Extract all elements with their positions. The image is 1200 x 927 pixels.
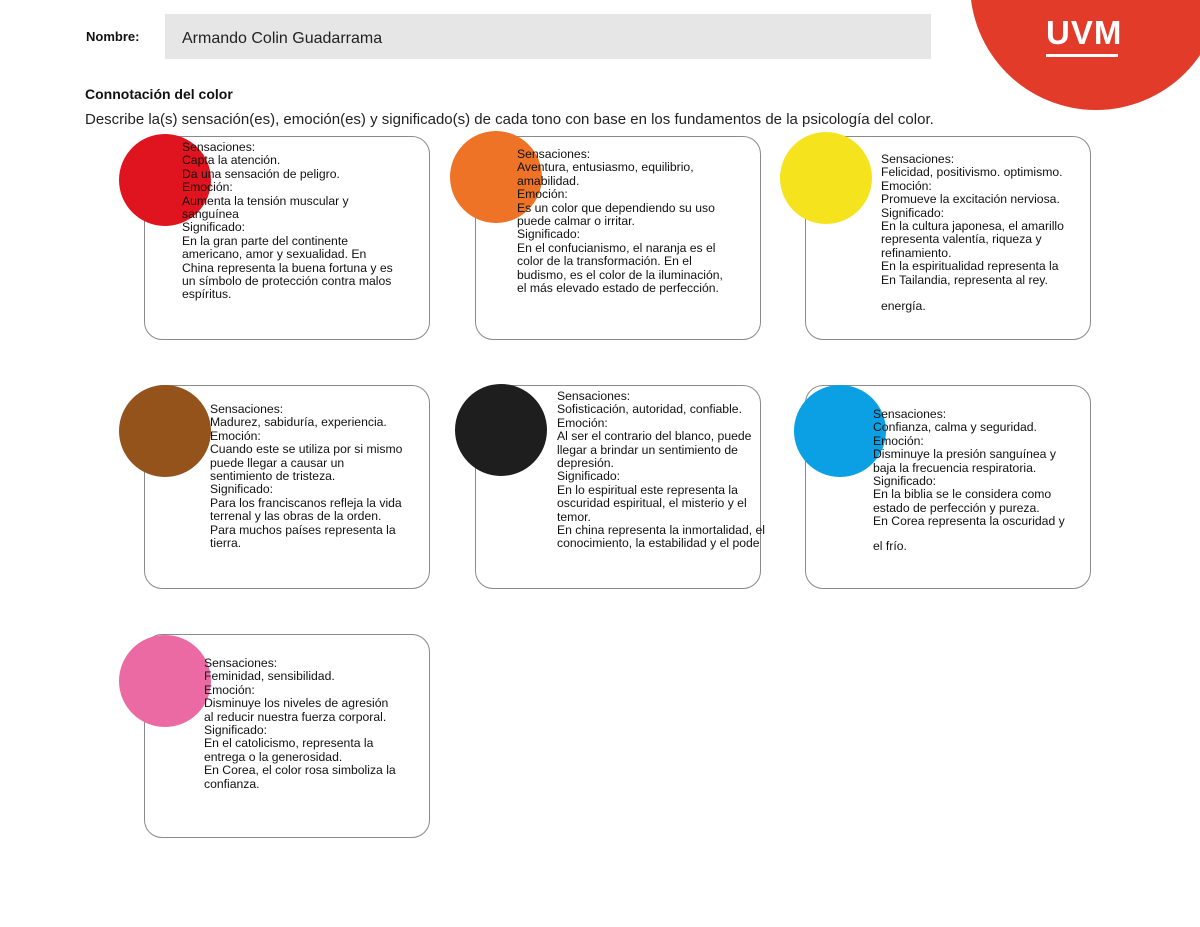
orange-card-text: Sensaciones: Aventura, entusiasmo, equilibrio, amabilidad. Emoción: Es un color que dependiendo su uso puede calmar o irritar. Significado: En el confucianismo, el naranja es el color de la transformación. En el budismo, es el color de la iluminación, el más elevado estado de perfección. (517, 147, 723, 296)
name-field[interactable]: Armando Colin Guadarrama (165, 14, 931, 59)
instruction-text: Describe la(s) sensación(es), emoción(es) y significado(s) de cada tono con base en los fundamentos de la psicología del color. (85, 111, 934, 128)
name-label: Nombre: (86, 29, 140, 44)
brown-card-text: Sensaciones: Madurez, sabiduría, experiencia. Emoción: Cuando este se utiliza por si mismo puede llegar a causar un sentimiento de tristeza. Significado: Para los franciscanos refleja la vida terrenal y las obras de la orden. Para muchos países representa la tierra. (210, 402, 403, 551)
red-card-text: Sensaciones: Capta la atención. Da una sensación de peligro. Emoción: Aumenta la tensión muscular y sanguínea Significado: En la gran parte del continente americano, amor y sexualidad. En China representa la buena fortuna y es un símbolo de protección contra malos espíritus. (182, 140, 393, 302)
black-card-text: Sensaciones: Sofisticación, autoridad, confiable. Emoción: Al ser el contrario del blanco, puede llegar a brindar un sentimiento de depresión. Significado: En lo espiritual este representa la oscuridad espiritual, el misterio y el temor. En china representa la inmortalidad, el conocimiento, la estabilidad y el pode (557, 389, 765, 551)
blue-card-text: Sensaciones: Confianza, calma y seguridad. Emoción: Disminuye la presión sanguínea y baja la frecuencia respiratoria. Significado: En la biblia se le considera como estado de perfección y pureza. En Corea representa la oscuridad y (873, 407, 1065, 529)
uvm-logo-underline (1046, 54, 1118, 57)
section-title: Connotación del color (85, 86, 233, 102)
yellow-card-overlap-text: energía. (881, 299, 926, 313)
blue-card-overlap-text: el frío. (873, 539, 907, 553)
uvm-logo-text: UVM (1046, 14, 1123, 51)
yellow-color-circle (780, 132, 872, 224)
pink-card-text: Sensaciones: Feminidad, sensibilidad. Emoción: Disminuye los niveles de agresión al reducir nuestra fuerza corporal. Significado: En el catolicismo, representa la entrega o la generosidad. En Corea, el color rosa simboliza la confianza. (204, 656, 396, 791)
yellow-card-text: Sensaciones: Felicidad, positivismo. optimismo. Emoción: Promueve la excitación nerviosa. Significado: En la cultura japonesa, el amarillo representa valentía, riqueza y refinamiento. En la espiritualidad representa la En Tailandia, representa al rey. (881, 152, 1064, 287)
pink-color-circle (119, 635, 211, 727)
brown-color-circle (119, 385, 211, 477)
black-color-circle (455, 384, 547, 476)
